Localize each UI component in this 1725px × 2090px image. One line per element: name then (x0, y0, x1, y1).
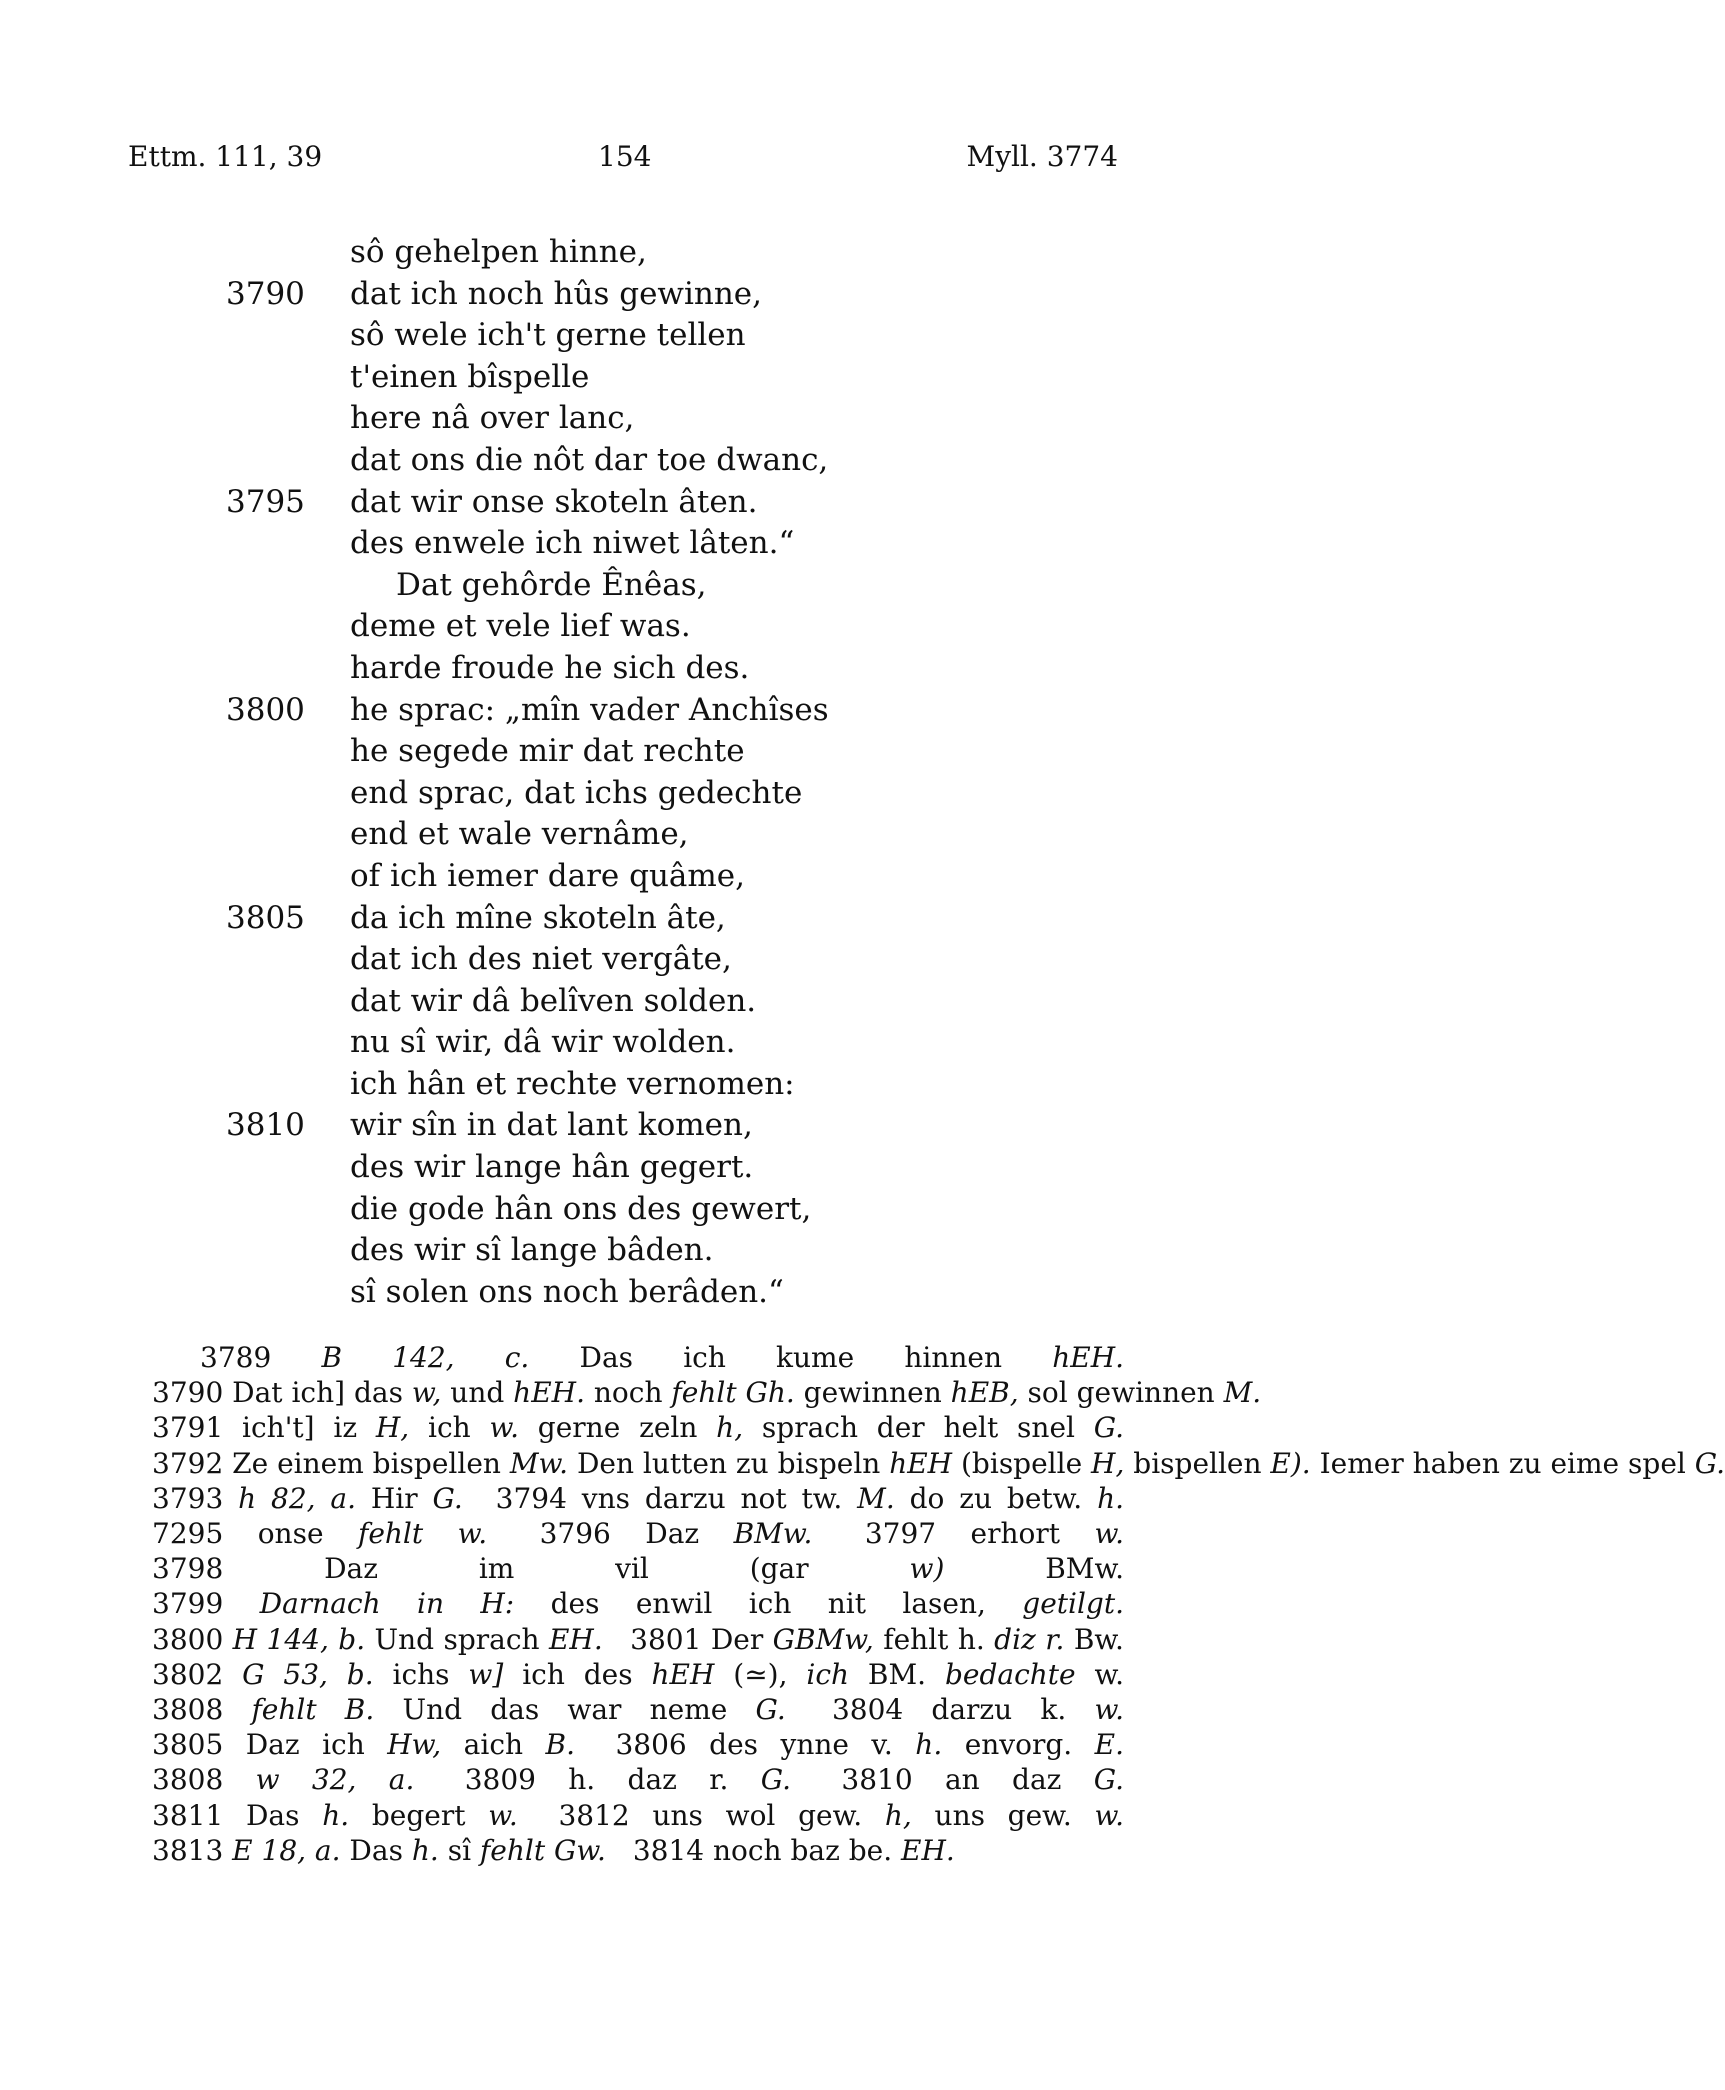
note-siglum: hEH. (1002, 1341, 1125, 1374)
note-text: w. (1075, 1657, 1125, 1691)
note-siglum: GBMw, (763, 1622, 874, 1656)
note-siglum: w] (449, 1657, 504, 1691)
note-text: 3797 erhort (864, 1517, 1061, 1551)
note-siglum: w. (465, 1798, 518, 1832)
note-text: 3793 (152, 1481, 224, 1515)
note-text: sol gewinnen (1018, 1376, 1215, 1410)
verse-text: sô gehelpen hinne, (350, 234, 647, 270)
verse-line (226, 357, 1046, 399)
verse-text: des enwele ich niwet lâten.“ (350, 525, 795, 562)
verse-line (226, 482, 1046, 524)
note-siglum: B 142, c. (271, 1341, 530, 1374)
apparatus-note (152, 1799, 518, 1832)
apparatus-note (832, 1693, 1124, 1726)
note-text: und (441, 1376, 505, 1410)
verse-text: he segede mir dat rechte (350, 733, 745, 770)
note-text: envorg. (942, 1728, 1073, 1762)
apparatus-note (152, 1482, 463, 1515)
note-text: Bw. (1064, 1622, 1124, 1656)
note-siglum: M. (1214, 1376, 1262, 1410)
note-siglum: w 32, a. (223, 1763, 415, 1797)
note-siglum: h. (402, 1833, 439, 1867)
critical-apparatus (134, 1340, 1725, 1868)
note-siglum: E). (1261, 1446, 1311, 1480)
note-siglum: E 18, a. (223, 1833, 341, 1867)
note-text: 3791 ich't] iz (152, 1411, 358, 1445)
note-siglum: G. (417, 1481, 463, 1515)
verse-line (226, 606, 1046, 648)
note-text: gerne zeln (519, 1411, 698, 1445)
note-text: 3790 Dat ich] das (152, 1376, 403, 1410)
verse-line (226, 731, 1046, 773)
note-siglum: H, (357, 1411, 410, 1445)
verse-line (226, 814, 1046, 856)
note-text: 3798 Daz im vil (gar (152, 1552, 809, 1586)
verse-text: here nâ over lanc, (350, 400, 635, 437)
apparatus-note (152, 1552, 1124, 1585)
note-siglum: G. (728, 1763, 792, 1797)
note-siglum: M. (842, 1481, 895, 1515)
apparatus-note (540, 1517, 813, 1550)
verse-line (226, 398, 1046, 440)
note-siglum: w. (1060, 1517, 1124, 1551)
apparatus-note (152, 1834, 606, 1867)
apparatus-note (152, 1658, 1124, 1691)
verse-block (226, 232, 1046, 1313)
note-text: 3804 darzu k. (831, 1693, 1067, 1727)
verse-text: des wir sî lange bâden. (350, 1232, 714, 1269)
verse-line (226, 315, 1046, 357)
note-text: begert (349, 1798, 466, 1832)
note-siglum: w. (1066, 1693, 1124, 1727)
verse-line (226, 274, 1046, 316)
verse-line (226, 856, 1046, 898)
verse-line (226, 232, 1046, 274)
note-text: des enwil ich nit lasen, (514, 1587, 986, 1621)
note-siglum: H, (1082, 1446, 1125, 1480)
note-siglum: getilgt. (985, 1587, 1125, 1621)
verse-text: of ich iemer dare quâme, (350, 857, 745, 894)
verse-line (226, 1230, 1046, 1272)
apparatus-note (465, 1763, 791, 1796)
note-siglum: hEB, (941, 1376, 1019, 1410)
note-text: uns gew. (911, 1798, 1072, 1832)
note-text: (bispelle (952, 1446, 1083, 1480)
note-siglum: fehlt Gh. (662, 1376, 795, 1410)
note-text: 7295 onse (152, 1517, 324, 1551)
verse-text: sô wele ich't gerne tellen (350, 317, 746, 354)
note-text: (≃), (714, 1657, 788, 1691)
note-text: 3789 (200, 1341, 272, 1374)
note-text: Und das war neme (374, 1693, 728, 1727)
note-siglum: BMw. (699, 1517, 813, 1551)
apparatus-note (841, 1763, 1124, 1796)
note-siglum: H 144, b. (223, 1622, 366, 1656)
verse-text: ich hân et rechte vernomen: (350, 1065, 795, 1102)
note-siglum: h 82, a. (223, 1481, 357, 1515)
note-text: sî (438, 1833, 472, 1867)
note-text: 3808 (152, 1763, 224, 1797)
note-text: 3812 uns wol gew. (558, 1798, 863, 1832)
note-text: 3800 (152, 1622, 224, 1656)
verse-number: 3805 (226, 899, 305, 936)
note-text: sprach der helt snel (743, 1411, 1075, 1445)
note-siglum: hEH. (504, 1376, 585, 1410)
note-text: BMw. (944, 1552, 1124, 1586)
note-siglum: fehlt w. (323, 1517, 488, 1551)
note-text: Den lutten zu bispeln (568, 1446, 881, 1480)
apparatus-note (152, 1763, 414, 1796)
note-text: 3792 Ze einem bispellen (152, 1446, 501, 1480)
note-siglum: Darnach in H: (223, 1587, 515, 1621)
note-siglum: G. (1685, 1446, 1725, 1480)
note-siglum: fehlt Gw. (471, 1833, 606, 1867)
page-number: 154 (598, 140, 652, 173)
verse-line (226, 523, 1046, 565)
note-text: Und sprach (365, 1622, 540, 1656)
note-siglum: B. (523, 1728, 575, 1762)
note-text: Das ich kume hinnen (529, 1341, 1003, 1374)
header-right: Myll. 3774 (966, 140, 1118, 173)
verse-line (226, 981, 1046, 1023)
apparatus-note (152, 1623, 603, 1656)
verse-text: dat wir onse skoteln âten. (350, 483, 758, 520)
note-text: bispellen (1124, 1446, 1262, 1480)
note-siglum: EH. (892, 1833, 955, 1867)
verse-text: end sprac, dat ichs gedechte (350, 774, 803, 811)
apparatus-note (152, 1587, 1124, 1620)
verse-number: 3810 (226, 1107, 305, 1144)
apparatus-note (630, 1623, 1124, 1656)
note-siglum: fehlt B. (223, 1693, 375, 1727)
note-text: 3814 noch baz be. (632, 1833, 893, 1867)
verse-line (226, 1272, 1046, 1314)
verse-line (226, 1105, 1046, 1147)
note-siglum: h. (299, 1798, 350, 1832)
apparatus-note (152, 1411, 1124, 1444)
note-siglum: h. (892, 1728, 943, 1762)
note-siglum: Mw. (500, 1446, 569, 1480)
verse-text: Dat gehôrde Ênêas, (396, 566, 707, 603)
verse-text: dat wir dâ belîven solden. (350, 982, 757, 1019)
apparatus-note (633, 1834, 955, 1867)
verse-text: die gode hân ons des gewert, (350, 1190, 812, 1227)
verse-line (226, 1064, 1046, 1106)
verse-line (226, 1022, 1046, 1064)
note-text: Iemer haben zu eime spel (1310, 1446, 1686, 1480)
verse-number: 3800 (226, 691, 305, 728)
note-siglum: E. (1072, 1728, 1124, 1762)
note-text: 3811 Das (152, 1798, 300, 1832)
note-text: 3810 an daz (841, 1763, 1062, 1797)
note-text: Hir (356, 1481, 418, 1515)
apparatus-note (152, 1447, 1725, 1480)
verse-line (226, 898, 1046, 940)
verse-text: sî solen ons noch berâden.“ (350, 1273, 784, 1310)
apparatus-note (200, 1341, 1124, 1374)
note-text: ich des (503, 1657, 633, 1691)
verse-line (226, 648, 1046, 690)
apparatus-paragraph (134, 1340, 1725, 1868)
note-siglum: EH. (539, 1622, 603, 1656)
note-text: 3799 (152, 1587, 224, 1621)
verse-text: dat ons die nôt dar toe dwanc, (350, 441, 829, 478)
verse-text: des wir lange hân gegert. (350, 1149, 754, 1186)
note-text: aich (441, 1728, 524, 1762)
verse-text: deme et vele lief was. (350, 608, 691, 645)
note-text: gewinnen (794, 1376, 942, 1410)
note-text: do zu betw. (894, 1481, 1083, 1515)
verse-number: 3795 (226, 483, 305, 520)
apparatus-note (558, 1799, 1124, 1832)
verse-text: dat ich des niet vergâte, (350, 941, 732, 978)
note-siglum: w, (402, 1376, 442, 1410)
verse-text: da ich mîne skoteln âte, (350, 899, 726, 936)
note-siglum: w. (1071, 1798, 1124, 1832)
verse-text: wir sîn in dat lant komen, (350, 1107, 753, 1144)
note-text: Das (340, 1833, 403, 1867)
verse-line (226, 773, 1046, 815)
note-text: 3813 (152, 1833, 224, 1867)
note-text: ich (409, 1411, 471, 1445)
note-siglum: h. (1082, 1481, 1124, 1515)
verse-line (226, 1189, 1046, 1231)
verse-text: end et wale vernâme, (350, 816, 689, 853)
apparatus-note (152, 1728, 575, 1761)
verse-line (226, 440, 1046, 482)
note-text: noch (584, 1376, 663, 1410)
note-text: 3806 des ynne v. (615, 1728, 893, 1762)
note-siglum: hEH (880, 1446, 953, 1480)
verse-line (226, 565, 1046, 607)
note-siglum: h, (697, 1411, 744, 1445)
apparatus-note (615, 1728, 1124, 1761)
note-text: 3801 Der (630, 1622, 764, 1656)
verse-line (226, 690, 1046, 732)
note-siglum: G. (1074, 1411, 1125, 1445)
verse-line (226, 1147, 1046, 1189)
note-text: ichs (373, 1657, 450, 1691)
note-siglum: h, (862, 1798, 912, 1832)
note-text: 3802 (152, 1657, 224, 1691)
note-text: 3794 vns darzu not tw. (495, 1481, 843, 1515)
verse-text: he sprac: „mîn vader Anchîses (350, 691, 829, 728)
note-siglum: bedachte (926, 1657, 1076, 1691)
apparatus-note (152, 1376, 1261, 1409)
verse-text: nu sî wir, dâ wir wolden. (350, 1024, 736, 1061)
note-siglum: ich (787, 1657, 850, 1691)
note-siglum: w) (808, 1552, 945, 1586)
apparatus-note (496, 1482, 1124, 1515)
note-siglum: G. (1061, 1763, 1125, 1797)
apparatus-note (865, 1517, 1124, 1550)
note-text: 3809 h. daz r. (464, 1763, 729, 1797)
note-text: BM. (849, 1657, 927, 1691)
verse-number: 3790 (226, 275, 305, 312)
verse-line (226, 939, 1046, 981)
note-siglum: hEH (632, 1657, 715, 1691)
note-text: 3796 Daz (539, 1517, 700, 1551)
running-header (128, 140, 1118, 180)
apparatus-note (152, 1517, 487, 1550)
apparatus-note (152, 1693, 786, 1726)
note-siglum: diz r. (984, 1622, 1065, 1656)
note-siglum: w. (470, 1411, 520, 1445)
verse-text: t'einen bîspelle (350, 358, 590, 395)
header-left: Ettm. 111, 39 (128, 140, 323, 173)
note-text: 3808 (152, 1693, 224, 1727)
note-siglum: Hw, (364, 1728, 442, 1762)
note-text: fehlt h. (873, 1622, 985, 1656)
verse-text: harde froude he sich des. (350, 649, 750, 686)
verse-text: dat ich noch hûs gewinne, (350, 275, 763, 312)
note-siglum: G 53, b. (223, 1657, 374, 1691)
note-siglum: G. (727, 1693, 786, 1727)
note-text: 3805 Daz ich (152, 1728, 365, 1762)
